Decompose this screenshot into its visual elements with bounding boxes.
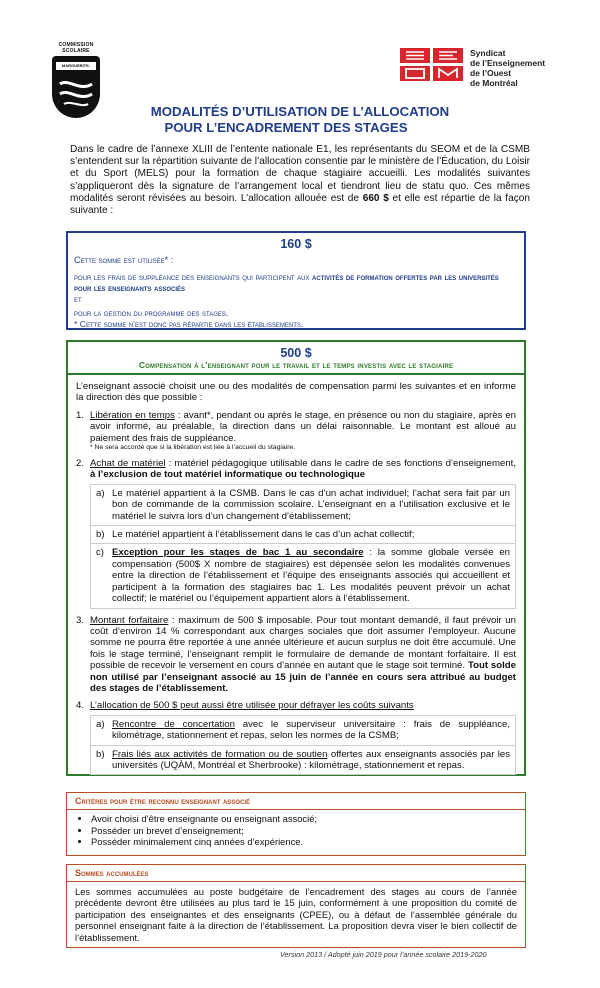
item4-b: b) Frais liés aux activités de formation ou de soutien offertes aux enseignants associés par les universités (UQÀM, Montréal et Sherbrooke) : kilométrage, stationnement et repas. — [90, 746, 516, 776]
item4-a: a) Rencontre de concertation avec le superviseur universitaire : frais de suppléance, kilométrage, stationnement et repas, selon les normes de la CSMB; — [90, 715, 516, 746]
criteria-box — [66, 792, 526, 856]
item-1: 1. Libération en temps : avant*, pendant ou après le stage, en présence ou non du stagiaire, après en avoir informé, au préalable, la direction dans un délai raisonnable. Le montant est alloué au paiement des frais de suppléance. * Ne sera accordé que si la libération est liée à l’accueil du stagiaire. — [76, 409, 517, 452]
item4-a-title: Rencontre de concertation — [112, 718, 235, 730]
box2-intro: L’enseignant associé choisit une ou des modalités de compensation parmi les suivantes et en informe la direction dès que possible : — [76, 381, 516, 404]
item1-text: : avant*, pendant ou après le stage, en présence ou non du stagiaire, après en avoir informé, au préalable, la direction dans un délai raisonnable. Le montant est alloué au paiement des frais de suppléance. — [90, 409, 517, 444]
criteria-list — [67, 813, 525, 848]
item2-c: c) Exception pour les stages de bac 1 au secondaire : la somme globale versée en compensation (500$ X nombre de stagiaires) est dépensée selon les modalités convenues entre la direction de l’établissement et l’équipe des enseignants associés qui accueillent et participent à la formation des stagiaires bac 1. Les modalités peuvent prévoir un achat collectif; le matériel ou l’équipement appartient alors à l’établissement. — [90, 544, 516, 608]
allocation-500-box — [66, 340, 526, 776]
page-title-line2: POUR L’ENCADREMENT DES STAGES — [164, 120, 408, 135]
accumulated-title: Sommes accumulées — [67, 865, 525, 882]
seom-name-line: de l’Enseignement — [470, 58, 546, 68]
allocation-160-box — [66, 231, 526, 330]
intro-paragraph — [70, 144, 530, 217]
box1-line1a: pour les frais de suppléance des enseignants qui participent aux — [74, 272, 310, 282]
item1-note: * Ne sera accordé que si la libération est liée à l’accueil du stagiaire. — [90, 444, 296, 452]
item-3: 3. Montant forfaitaire : maximum de 500 $ imposable. Pour tout montant demandé, il faut prévoir un coût d’environ 14 % correspondant aux charges sociales que doit assumer l’employeur. Aucune somme ne pourra être reportée à une année ultérieure et aucun surplus ne doit être accumulé. Une fois le stage terminé, l’enseignant remplit le formulaire de demande de montant forfaitaire. Il est possible de recevoir le versement en cours d’année en autant que le stage soit terminé. Tout solde non utilisé par l’enseignant associé au 15 juin de l’année en cours sera attribué au budget des stages de l’établissement. — [76, 614, 516, 694]
seom-name-line: de l’Ouest — [470, 68, 512, 78]
intro-end: et elle est répartie de la façon suivante : — [70, 192, 530, 217]
box1-note: * Cette somme n’est donc pas répartie dans les établissements. — [74, 319, 304, 329]
box2-subtitle: Compensation à l’enseignant pour le travail et le temps investis avec le stagiaire — [138, 360, 454, 370]
box1-line1 — [74, 272, 518, 294]
item-4: 4. L’allocation de 500 $ peut aussi être utilisée pour défrayer les coûts suivants a) Rencontre de concertation avec le superviseur universitaire : frais de suppléance, kilométrage, stationnement et repas, selon les normes de la CSMB; b) Frais liés aux activités de formation ou de soutien offertes aux enseignants associés par les universités (UQÀM, Montréal et Sherbrooke) : kilométrage, stationnement et repas. — [76, 700, 516, 775]
item2-title: Achat de matériel — [90, 458, 166, 470]
item2-c-title: Exception pour les stages de bac 1 au secondaire — [112, 547, 364, 559]
page-title-line1: MODALITÉS D’UTILISATION DE L’ALLOCATION — [150, 104, 450, 119]
item2-c-text: : la somme globale versée en compensation (500$ X nombre de stagiaires) est dépensée selon les modalités convenues entre la direction de l’établissement et l’équipe des enseignants associés qui accueillent et participent à la formation des stagiaires bac 1. Les modalités peuvent prévoir un achat collectif; le matériel ou l’équipement appartient alors à l’établissement. — [112, 547, 511, 605]
seom-name-line: Syndicat — [470, 48, 506, 58]
item2-b-text: Le matériel appartient à l’établissement dans le cas d’un achat collectif; — [112, 529, 415, 541]
item2-text: : matériel pédagogique utilisable dans le cadre de ses fonctions d’enseignement, — [168, 458, 516, 470]
list-item: • Avoir choisi d’être enseignante ou enseignant associé; — [91, 813, 525, 825]
item3-title: Montant forfaitaire — [90, 614, 169, 626]
seom-name-line: de Montréal — [470, 78, 518, 88]
item2-b: b) Le matériel appartient à l’établissement dans le cas d’un achat collectif; — [90, 526, 516, 544]
csmb-line2: SCOLAIRE — [62, 48, 90, 54]
item3-text: : maximum de 500 $ imposable. Pour tout montant demandé, il faut prévoir un coût d’environ 14 % correspondant aux charges sociales que doit assumer l’employeur. Aucune somme ne pourra être reportée à une année ultérieure et aucun surplus ne doit être accumulé. Une fois le stage terminé, l’enseignant remplit le formulaire de demande de montant forfaitaire. Il est possible de recevoir le versement en cours d’année en autant que le stage soit terminé. — [90, 614, 516, 672]
item4-b-text: offertes aux enseignants associés par les universités (UQÀM, Montréal et Sherbrooke) : kilométrage, stationnement et repas. — [112, 748, 510, 771]
box1-amount: 160 $ — [280, 237, 312, 251]
seom-name — [470, 48, 545, 88]
accumulated-text: Les sommes accumulées au poste budgétaire de l’encadrement des stages au cours de l’année précédente devront être utilisées au plus tard le 15 juin, conformément à une proposition du comité de participation des enseignantes et des enseignants (CPEE), ou à défaut de l’assemblée générale du personnel enseignant faite à la direction de l’établissement. La proposition devra viser le bien collectif de l’établissement. — [75, 886, 517, 943]
box1-line2: pour la gestion du programme des stages. — [74, 308, 229, 318]
item-2: 2. Achat de matériel : matériel pédagogique utilisable dans le cadre de ses fonctions d’enseignement, à l’exclusion de tout matériel informatique ou technologique a) Le matériel appartient à la CSMB. Dans le cas d’un achat individuel; l’achat sera fait par un bon de commande de la commission scolaire. L’enseignant en a l’utilisation exclusive et le matériel le suivra lors d’un changement d’établissement; b) Le matériel appartient à l’établissement dans le cas d’un achat collectif; c) Exception pour les stages de bac 1 au secondaire : la somme globale versée en compensation (500$ X nombre de stagiaires) est dépensée selon les modalités convenues entre la direction de l’établissement et l’équipe des enseignants associés qui accueillent et participent à la formation des stagiaires bac 1. Les modalités peuvent prévoir un achat collectif; le matériel ou l’équipement appartient alors à l’établissement. — [76, 458, 516, 608]
box2-amount: 500 $ — [280, 346, 312, 360]
box1-used: Cette somme est utilisée* : — [74, 255, 174, 265]
accumulated-sums-box — [66, 864, 526, 948]
csmb-line1: COMMISSION — [58, 42, 94, 48]
criteria-title: Critères pour être reconnu enseignant associé — [67, 793, 525, 810]
item4-a-text: avec le superviseur universitaire : frais de suppléance, kilométrage, stationnement et repas, selon les normes de la CSMB; — [112, 718, 511, 742]
list-item: • Posséder minimalement cinq années d’expérience. — [91, 836, 525, 848]
box1-line1b: activités de formation offertes par les universités pour les enseignants associés — [74, 272, 499, 293]
csmb-band: MARGUERITE-BOURGEOYS — [56, 62, 96, 70]
intro-amount: 660 $ — [362, 192, 389, 204]
box2-header — [68, 342, 524, 375]
item2-bold: à l’exclusion de tout matériel informatique ou technologique — [90, 469, 366, 481]
box1-et: et — [74, 294, 82, 304]
seom-logo-icon — [400, 48, 466, 82]
intro-text: Dans le cadre de l’annexe XLIII de l’entente nationale E1, les représentants du SEOM et de la CSMB s’entendent sur la répartition suivante de l’allocation consentie par le ministère de l’Éducation, du Loisir et du Sport (MELS) pour la formation de chaque stagiaire accueilli. Les modalités suivantes s’appliqueront dès la signature de l’arrangement local et tiendront lieu de statu quo. Ces mêmes modalités seront révisées au besoin. L’allocation allouée est de — [70, 144, 530, 204]
footer-version: Version 2013 / Adopté juin 2019 pour l’année scolaire 2019-2020 — [280, 950, 487, 959]
item1-title: Libération en temps — [90, 409, 175, 421]
item3-bold: Tout solde non utilisé par l’enseignant associé au 15 juin de l’année en cours sera attribué au budget des stages de l’établissement. — [90, 660, 516, 694]
list-item: • Posséder un brevet d’enseignement; — [91, 825, 525, 837]
item4-title: L’allocation de 500 $ peut aussi être utilisée pour défrayer les coûts suivants — [90, 700, 414, 712]
item4-b-title: Frais liés aux activités de formation ou de soutien — [112, 748, 328, 760]
item2-a: a) Le matériel appartient à la CSMB. Dans le cas d’un achat individuel; l’achat sera fait par un bon de commande de la commission scolaire. L’enseignant en a l’utilisation exclusive et le matériel le suivra lors d’un changement d’établissement; — [90, 484, 516, 526]
item2-a-text: Le matériel appartient à la CSMB. Dans le cas d’un achat individuel; l’achat sera fait par un bon de commande de la commission scolaire. L’enseignant en a l’utilisation exclusive et le matériel le suivra lors d’un changement d’établissement; — [112, 487, 510, 522]
